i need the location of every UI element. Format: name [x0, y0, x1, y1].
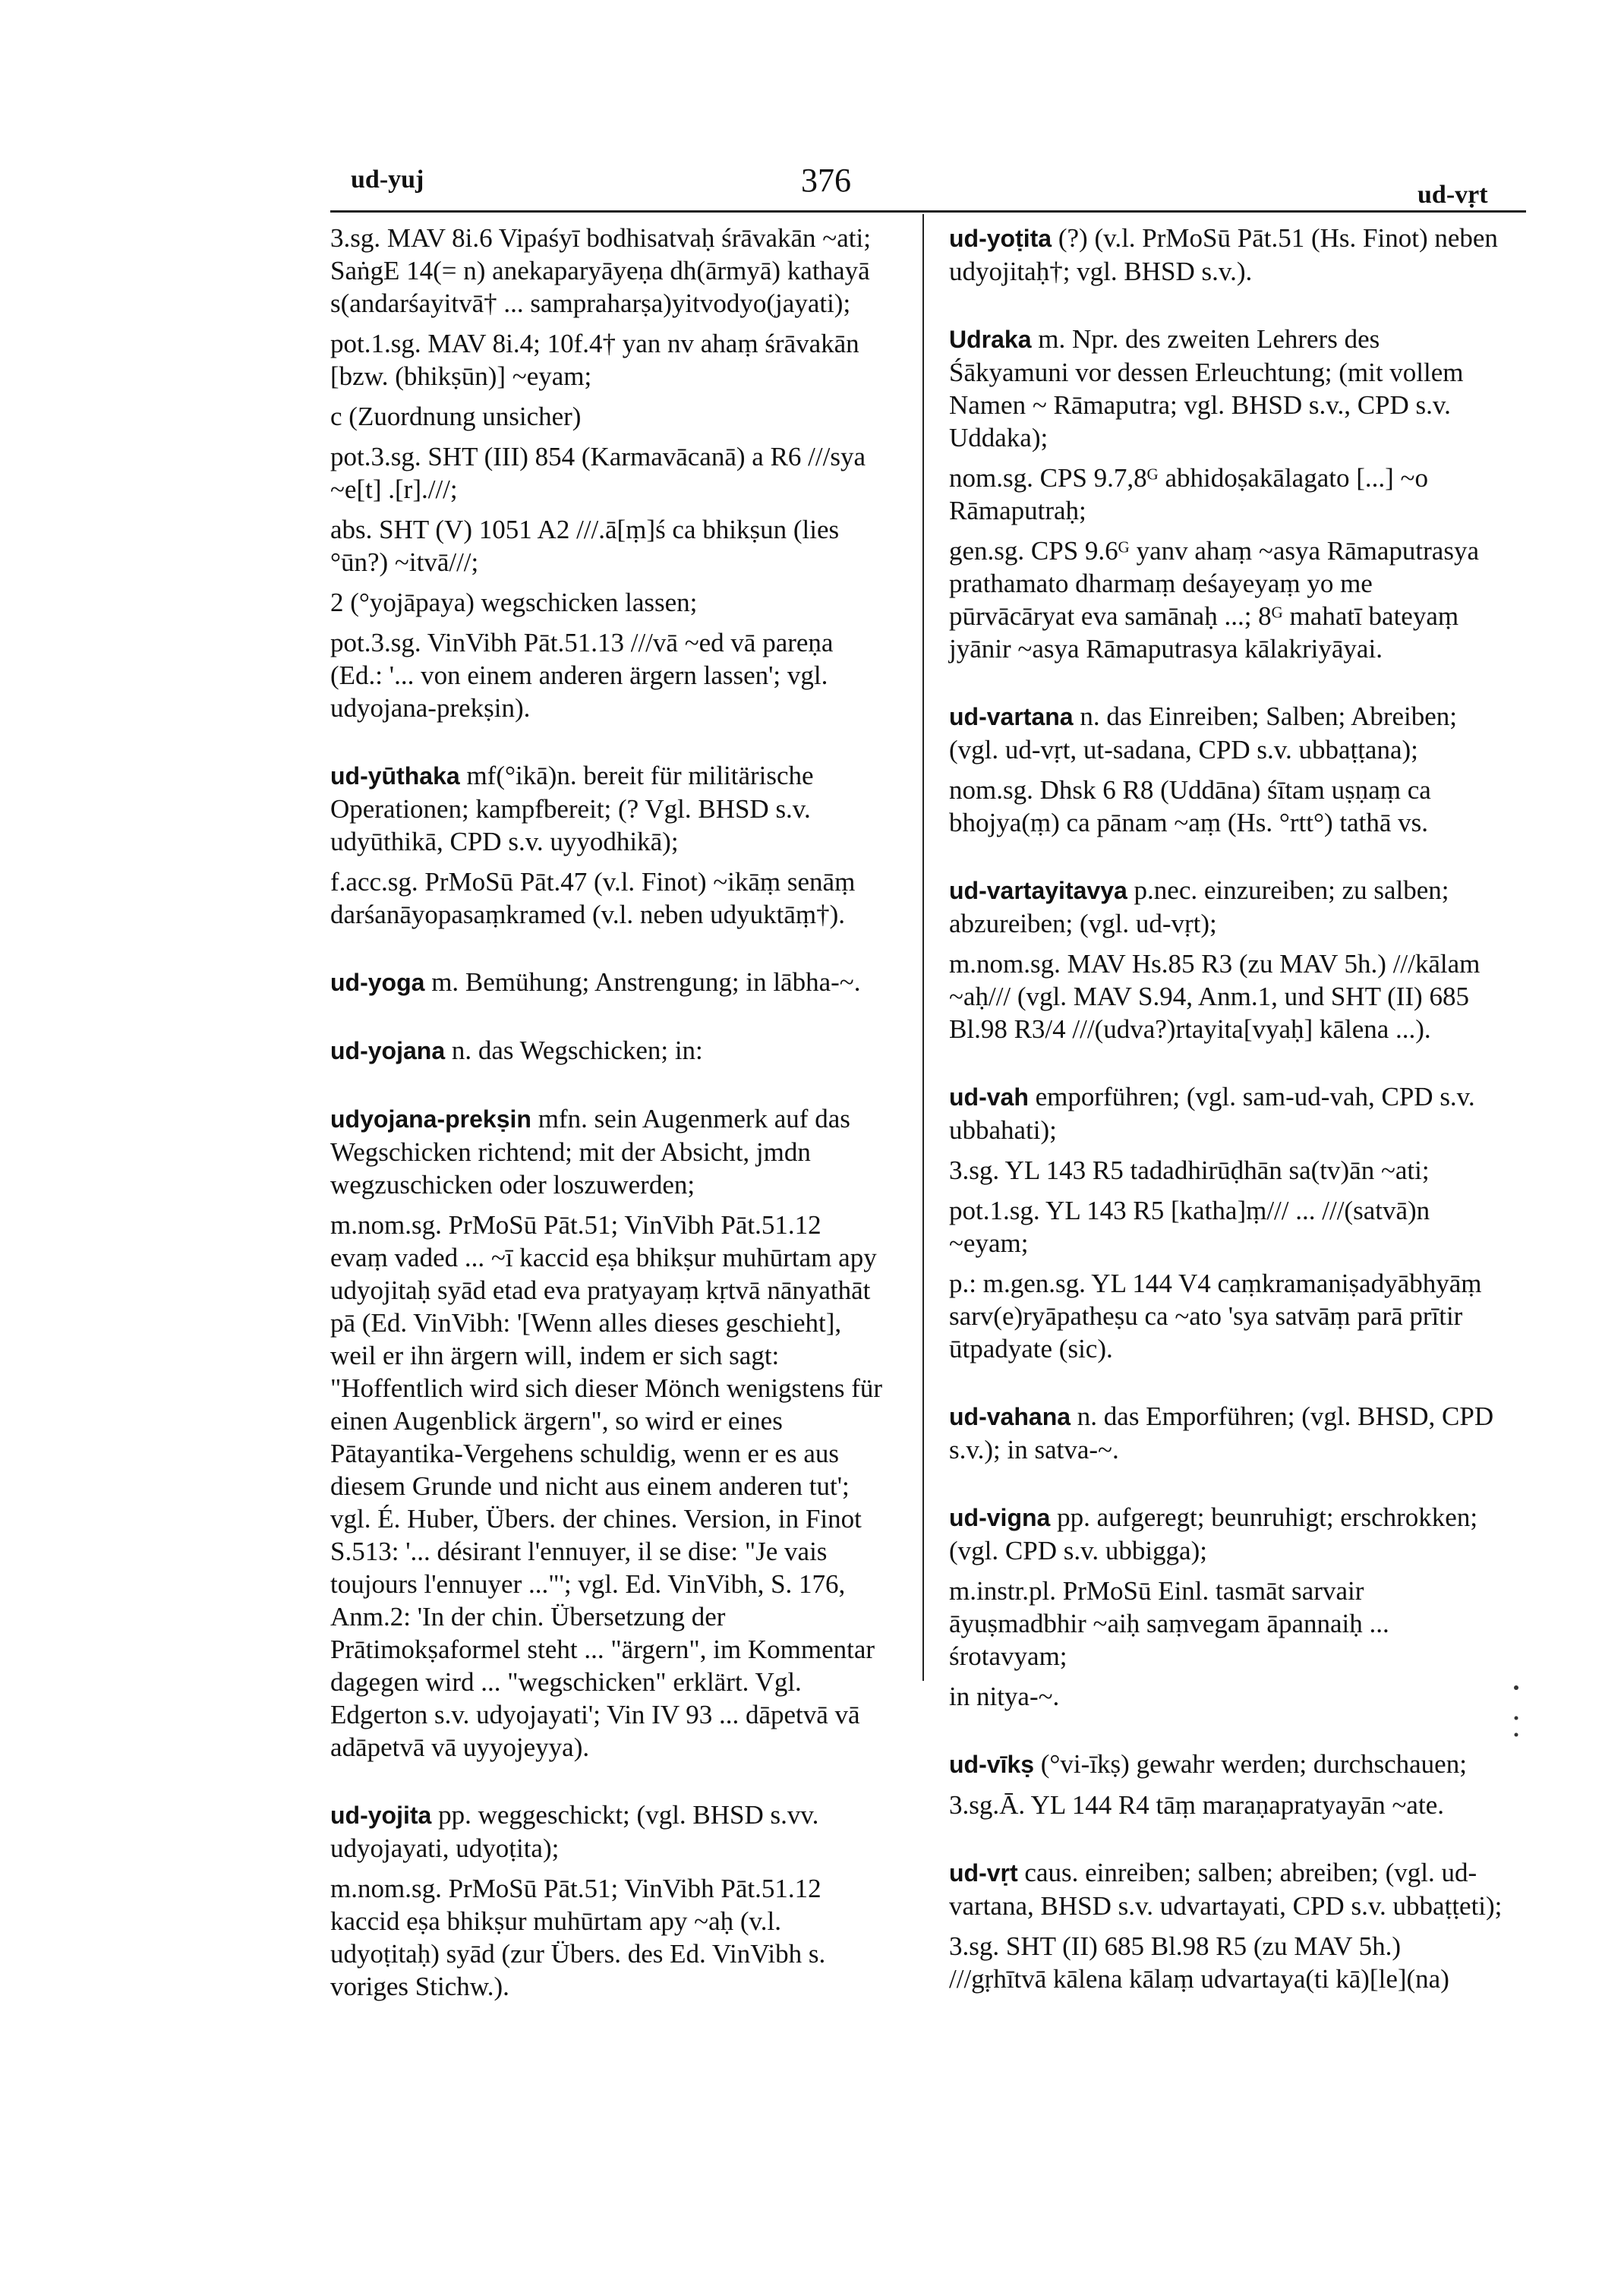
entry-text: (?) (v.l. PrMoSū Pāt.51 (Hs. Finot) neben udyojitaḥ†; vgl. BHSD s.v.). — [949, 223, 1498, 286]
left-column — [330, 222, 885, 2010]
entry-line — [330, 513, 885, 579]
entry-text: pp. weggeschickt; (vgl. BHSD s.vv. udyojayati, udyoṭita); — [330, 1800, 819, 1863]
entry-line — [949, 1154, 1503, 1187]
entry-line — [330, 1872, 885, 2003]
entry-text: n. das Wegschicken; in: — [451, 1036, 703, 1065]
entry-line — [330, 586, 885, 619]
entry-line — [949, 1575, 1503, 1672]
entry-text: n. das Einreiben; Salben; Abreiben; (vgl. ud-vṛt, ut-sadana, CPD s.v. ubbaṭṭana); — [949, 701, 1458, 765]
headword: ud-yoṭita — [949, 225, 1052, 252]
header-rule — [330, 210, 1526, 213]
entry-line — [330, 1102, 885, 1201]
entry-line — [330, 327, 885, 393]
entry-line — [949, 1194, 1503, 1259]
entry-line — [949, 774, 1503, 839]
headword: ud-yojita — [330, 1802, 432, 1829]
entry-line — [330, 440, 885, 506]
dictionary-entry — [949, 874, 1503, 1045]
entry-text: 3.sg.Ā. YL 144 R4 tāṃ maraṇapratyayān ~ate. — [949, 1790, 1444, 1820]
entry-text: m. Npr. des zweiten Lehrers des Śākyamuni vor dessen Erleuchtung; (mit vollem Namen ~ Rāmaputra; vgl. BHSD s.v., CPD s.v. Uddaka); — [949, 324, 1464, 452]
entry-text: p.nec. einzureiben; zu salben; abzureiben; (vgl. ud-vṛt); — [949, 875, 1449, 938]
entry-text: c (Zuordnung unsicher) — [330, 402, 582, 431]
entry-text: m.nom.sg. MAV Hs.85 R3 (zu MAV 5h.) ///kālam ~aḥ/// (vgl. MAV S.94, Anm.1, und SHT (II) 685 Bl.98 R3/4 ///(udva?)rtayita[vyaḥ] kālena ...). — [949, 949, 1481, 1044]
entry-line — [949, 947, 1503, 1045]
entry-text: m. Bemühung; Anstrengung; in lābha-~. — [431, 967, 861, 997]
entry-line — [949, 534, 1503, 665]
entry-text: pp. aufgeregt; beunruhigt; erschrokken; (vgl. CPD s.v. ubbigga); — [949, 1502, 1478, 1565]
entry-line — [330, 626, 885, 724]
entry-line — [330, 759, 885, 858]
dictionary-entry — [330, 1799, 885, 2003]
entry-text: pot.1.sg. MAV 8i.4; 10f.4† yan nv ahaṃ śrāvakān [bzw. (bhikṣūn)] ~eyam; — [330, 329, 859, 391]
headword: Udraka — [949, 326, 1032, 353]
entry-text: nom.sg. Dhsk 6 R8 (Uddāna) śītam uṣṇaṃ ca bhojya(ṃ) ca pānam ~aṃ (Hs. °rtt°) tathā vs. — [949, 775, 1431, 837]
entry-line — [330, 1034, 885, 1067]
entry-line — [330, 1799, 885, 1865]
entry-text: pot.1.sg. YL 143 R5 [katha]ṃ/// ... ///(satvā)n ~eyam; — [949, 1196, 1430, 1258]
dictionary-entry — [330, 1102, 885, 1764]
entry-line — [330, 222, 885, 320]
headword: ud-vahana — [949, 1403, 1071, 1430]
headword: ud-vīkṣ — [949, 1751, 1035, 1778]
dictionary-entry — [330, 222, 885, 724]
entry-text: pot.3.sg. SHT (III) 854 (Karmavācanā) a R6 ///sya ~e[t] .[r].///; — [330, 442, 866, 504]
headword: ud-vigna — [949, 1504, 1051, 1531]
dictionary-entry — [949, 700, 1503, 839]
entry-line — [949, 874, 1503, 940]
entry-line — [949, 1501, 1503, 1567]
entry-text: 3.sg. MAV 8i.6 Vipaśyī bodhisatvaḥ śrāvakān ~ati; SaṅgE 14(= n) anekaparyāyeṇa dh(ārmyā) kathayā s(andarśayitvā† ... sampraharṣa)yitvodyo(jayati); — [330, 223, 871, 318]
entry-text: pot.3.sg. VinVibh Pāt.51.13 ///vā ~ed vā pareṇa (Ed.: '... von einem anderen ärgern lassen'; vgl. udyojana-prekṣin). — [330, 628, 834, 723]
headword: ud-yojana — [330, 1037, 446, 1064]
entry-line — [330, 1209, 885, 1764]
entry-text: f.acc.sg. PrMoSū Pāt.47 (v.l. Finot) ~ikāṃ senāṃ darśanāyopasaṃkramed (v.l. neben udyuktāṃ†). — [330, 867, 856, 929]
dictionary-entry — [330, 966, 885, 999]
entry-text: caus. einreiben; salben; abreiben; (vgl. ud-vartana, BHSD s.v. udvartayati, CPD s.v. ubbaṭṭeti); — [949, 1858, 1503, 1921]
dictionary-entry — [949, 1501, 1503, 1713]
headword: ud-yoga — [330, 969, 425, 996]
dictionary-entry — [330, 759, 885, 931]
running-head-left: ud-yuj — [351, 166, 424, 194]
entry-line — [330, 966, 885, 999]
entry-text: 2 (°yojāpaya) wegschicken lassen; — [330, 588, 698, 617]
entry-line — [949, 462, 1503, 527]
column-divider — [922, 214, 924, 1681]
headword: ud-vṛt — [949, 1859, 1018, 1887]
entry-text: 3.sg. YL 143 R5 tadadhirūḍhān sa(tv)ān ~ati; — [949, 1155, 1430, 1185]
running-head-right: ud-vṛt — [1417, 181, 1488, 209]
headword: ud-vartana — [949, 703, 1074, 730]
entry-text: (°vi-īkṣ) gewahr werden; durchschauen; — [1040, 1749, 1467, 1779]
headword: ud-vah — [949, 1083, 1029, 1111]
margin-marks — [1507, 1682, 1525, 1742]
entry-line — [330, 865, 885, 931]
dictionary-entry — [949, 323, 1503, 665]
headword: ud-vartayitavya — [949, 877, 1127, 904]
dictionary-entry — [949, 222, 1503, 288]
entry-text: m.nom.sg. PrMoSū Pāt.51; VinVibh Pāt.51.12 evaṃ vaded ... ~ī kaccid eṣa bhikṣur muhūrtam apy udyojitaḥ syād etad eva pratyayaṃ kṛtvā nānyathāt pā (Ed. VinVibh: '[Wenn alles dieses geschieht], weil er ihn ärgern will, indem er sich sagt: "Hoffentlich wird sich dieser Mönch wenigstens für einen Augenblick ärgern", so wird er eines Pātayantika-Vergehens schuldig, wenn er es aus diesem Grunde und nicht aus einem anderen tut'; vgl. É. Huber, Übers. der chines. Version, in Finot S.513: '... désirant l'ennuyer, il se dise: "Je vais toujours l'ennuyer ..."'; vgl. Ed. VinVibh, S. 176, Anm.2: 'In der chin. Übersetzung der Prātimokṣaformel steht ... "ärgern", im Kommentar dagegen wird ... "wegschicken" erklärt. Vgl. Edgerton s.v. udyojayati'; Vin IV 93 ... dāpetvā vā adāpetvā vā uyyojeyya). — [330, 1210, 883, 1762]
entry-text: gen.sg. CPS 9.6ᴳ yanv ahaṃ ~asya Rāmaputrasya prathamato dharmaṃ deśayeyaṃ yo me pūrvācāryat eva samānaḥ ...; 8ᴳ mahatī bateyaṃ jyānir ~asya Rāmaputrasya kālakriyāyai. — [949, 536, 1479, 664]
headword: udyojana-prekṣin — [330, 1105, 531, 1133]
entry-line — [949, 1400, 1503, 1466]
entry-line — [949, 1748, 1503, 1781]
entry-text: m.instr.pl. PrMoSū Einl. tasmāt sarvair āyuṣmadbhir ~aiḥ saṃvegam āpannaiḥ ... śrotavyam; — [949, 1576, 1389, 1671]
entry-text: p.: m.gen.sg. YL 144 V4 caṃkramaniṣadyābhyāṃ sarv(e)ryāpatheṣu ca ~ato 'sya satvāṃ parā prītir ūtpadyate (sic). — [949, 1269, 1482, 1364]
entry-text: nom.sg. CPS 9.7,8ᴳ abhidoṣakālagato [...] ~o Rāmaputraḥ; — [949, 463, 1428, 525]
entry-text: emporführen; (vgl. sam-ud-vah, CPD s.v. ubbahati); — [949, 1082, 1475, 1145]
dictionary-entry — [949, 1080, 1503, 1365]
entry-text: in nitya-~. — [949, 1682, 1060, 1711]
entry-line — [949, 1789, 1503, 1821]
entry-text: 3.sg. SHT (II) 685 Bl.98 R5 (zu MAV 5h.) ///gṛhītvā kālena kālaṃ udvartaya(ti kā)[le](na) — [949, 1931, 1449, 1994]
entry-line — [949, 1267, 1503, 1365]
entry-line — [949, 323, 1503, 454]
entry-line — [949, 1856, 1503, 1922]
entry-text: abs. SHT (V) 1051 A2 ///.ā[ṃ]ś ca bhikṣun (lies °ūn?) ~itvā///; — [330, 515, 840, 577]
entry-text: mf(°ikā)n. bereit für militärische Operationen; kampfbereit; (? Vgl. BHSD s.v. udyūthikā, CPD s.v. uyyodhikā); — [330, 761, 814, 856]
entry-line — [949, 1080, 1503, 1146]
entry-text: m.nom.sg. PrMoSū Pāt.51; VinVibh Pāt.51.12 kaccid eṣa bhikṣur muhūrtam apy ~aḥ (v.l. udyoṭitaḥ) syād (zur Übers. des Ed. VinVibh s. voriges Stichw.). — [330, 1874, 826, 2001]
entry-line — [949, 1680, 1503, 1713]
dictionary-entry — [330, 1034, 885, 1067]
entry-text: n. das Emporführen; (vgl. BHSD, CPD s.v.); in satva-~. — [949, 1401, 1494, 1464]
entry-line — [949, 700, 1503, 766]
headword: ud-yūthaka — [330, 762, 460, 790]
dictionary-entry — [949, 1856, 1503, 1995]
entry-line — [949, 1930, 1503, 1995]
dictionary-entry — [949, 1748, 1503, 1821]
entry-text: mfn. sein Augenmerk auf das Wegschicken richtend; mit der Absicht, jmdn wegzuschicken oder loszuwerden; — [330, 1104, 850, 1200]
entry-line — [949, 222, 1503, 288]
right-column — [949, 222, 1503, 2003]
entry-line — [330, 400, 885, 433]
page-number: 376 — [801, 162, 851, 199]
dictionary-entry — [949, 1400, 1503, 1466]
